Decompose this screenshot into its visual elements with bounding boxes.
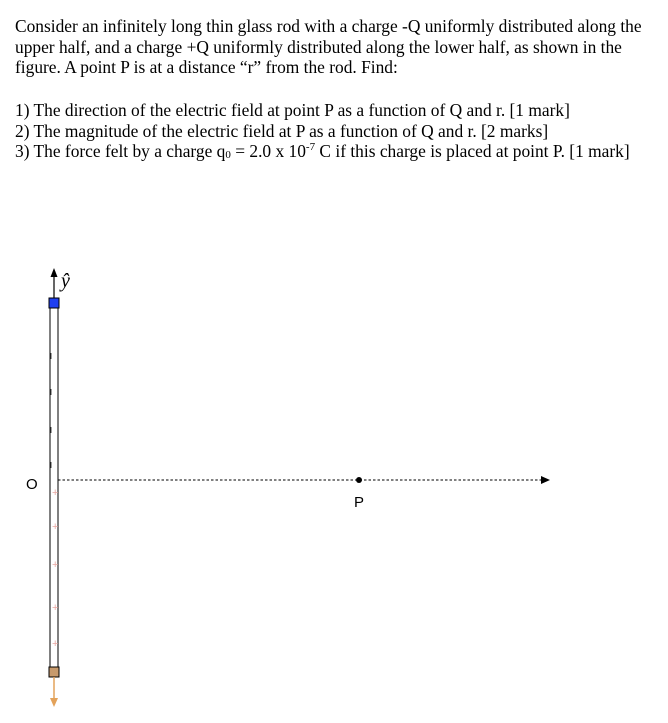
plus-sign: + (52, 521, 59, 533)
question-3-sub: 0 (225, 149, 231, 161)
rod-top-cap (49, 298, 59, 308)
plus-sign: + (52, 638, 59, 650)
plus-sign: + (52, 602, 59, 614)
y-axis-label: ŷ (61, 270, 70, 292)
question-3-sup: -7 (305, 141, 316, 153)
question-1: 1) The direction of the electric field at point P as a function of Q and r. [1 mark] (15, 100, 570, 120)
question-3-mid: = 2.0 x 10 (230, 141, 306, 161)
plus-sign: + (52, 487, 59, 499)
origin-label: O (26, 476, 38, 493)
question-3-post: C if this charge is placed at point P. [1 mark] (315, 141, 630, 161)
point-p-label: P (354, 494, 365, 511)
point-p-dot (356, 477, 362, 483)
question-3-pre: 3) The force felt by a charge q (15, 141, 226, 161)
x-axis-arrowhead (541, 476, 550, 484)
bottom-arrowhead (50, 698, 58, 707)
question-2: 2) The magnitude of the electric field at P as a function of Q and r. [2 marks] (15, 120, 549, 141)
plus-sign: + (52, 559, 59, 571)
problem-intro: Consider an infinitely long thin glass rod with a charge -Q uniformly distributed along the upper half, and a charge +Q uniformly distributed along the lower half, as shown in the figure. A point P is at a distance “r” from the rod. Find: (15, 16, 642, 77)
y-axis-arrowhead (51, 268, 58, 277)
rod-bottom-cap (49, 667, 59, 677)
